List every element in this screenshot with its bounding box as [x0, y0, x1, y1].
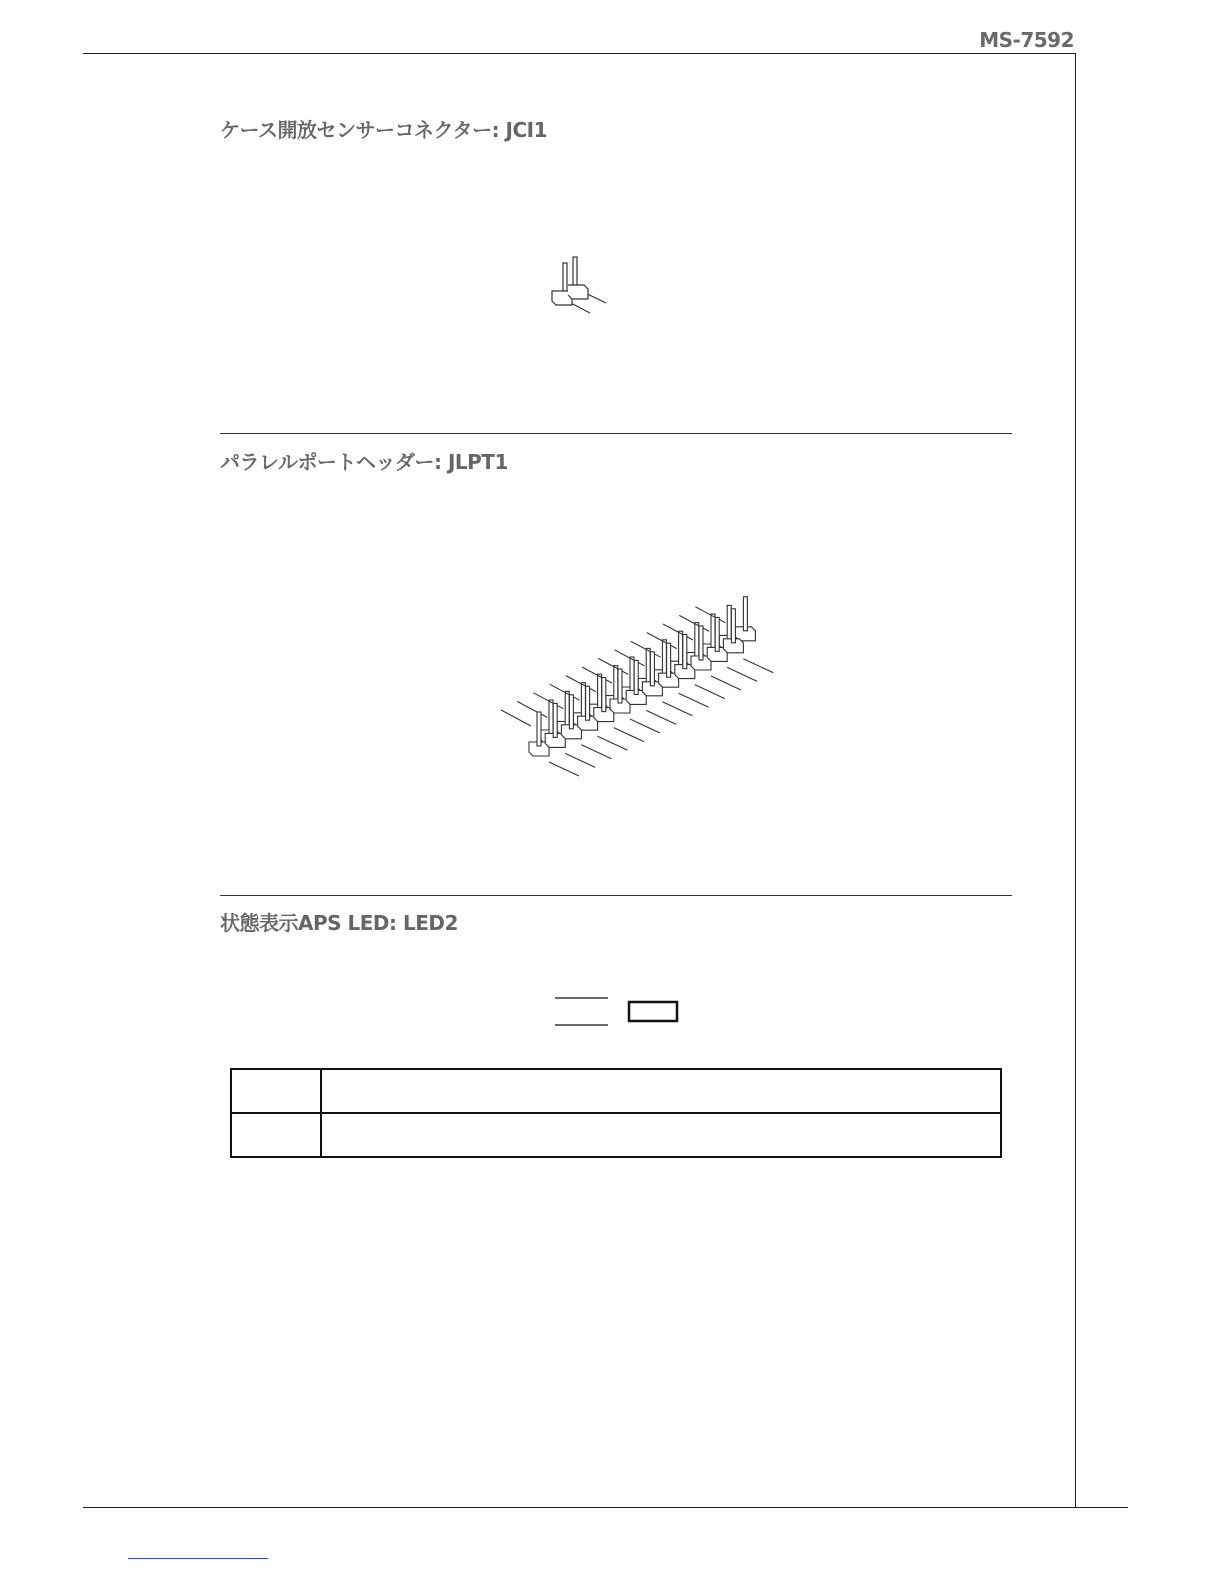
bottom-rule	[83, 1507, 1128, 1508]
table-cell	[321, 1113, 1001, 1157]
led2-diagram	[550, 990, 690, 1035]
table-cell	[321, 1069, 1001, 1113]
section-title-jlpt1: パラレルポートヘッダー: JLPT1	[220, 450, 508, 474]
table-row	[231, 1069, 1001, 1113]
table-cell	[231, 1113, 321, 1157]
section-title-led2: 状態表示APS LED: LED2	[220, 911, 458, 935]
table-row	[231, 1113, 1001, 1157]
model-number: MS-7592	[979, 28, 1074, 52]
table-cell	[231, 1069, 321, 1113]
led-status-table	[230, 1068, 1002, 1158]
section-title-jci1: ケース開放センサーコネクター: JCI1	[220, 118, 548, 142]
footer-link-underline[interactable]	[128, 1558, 268, 1559]
section-separator	[220, 895, 1012, 896]
